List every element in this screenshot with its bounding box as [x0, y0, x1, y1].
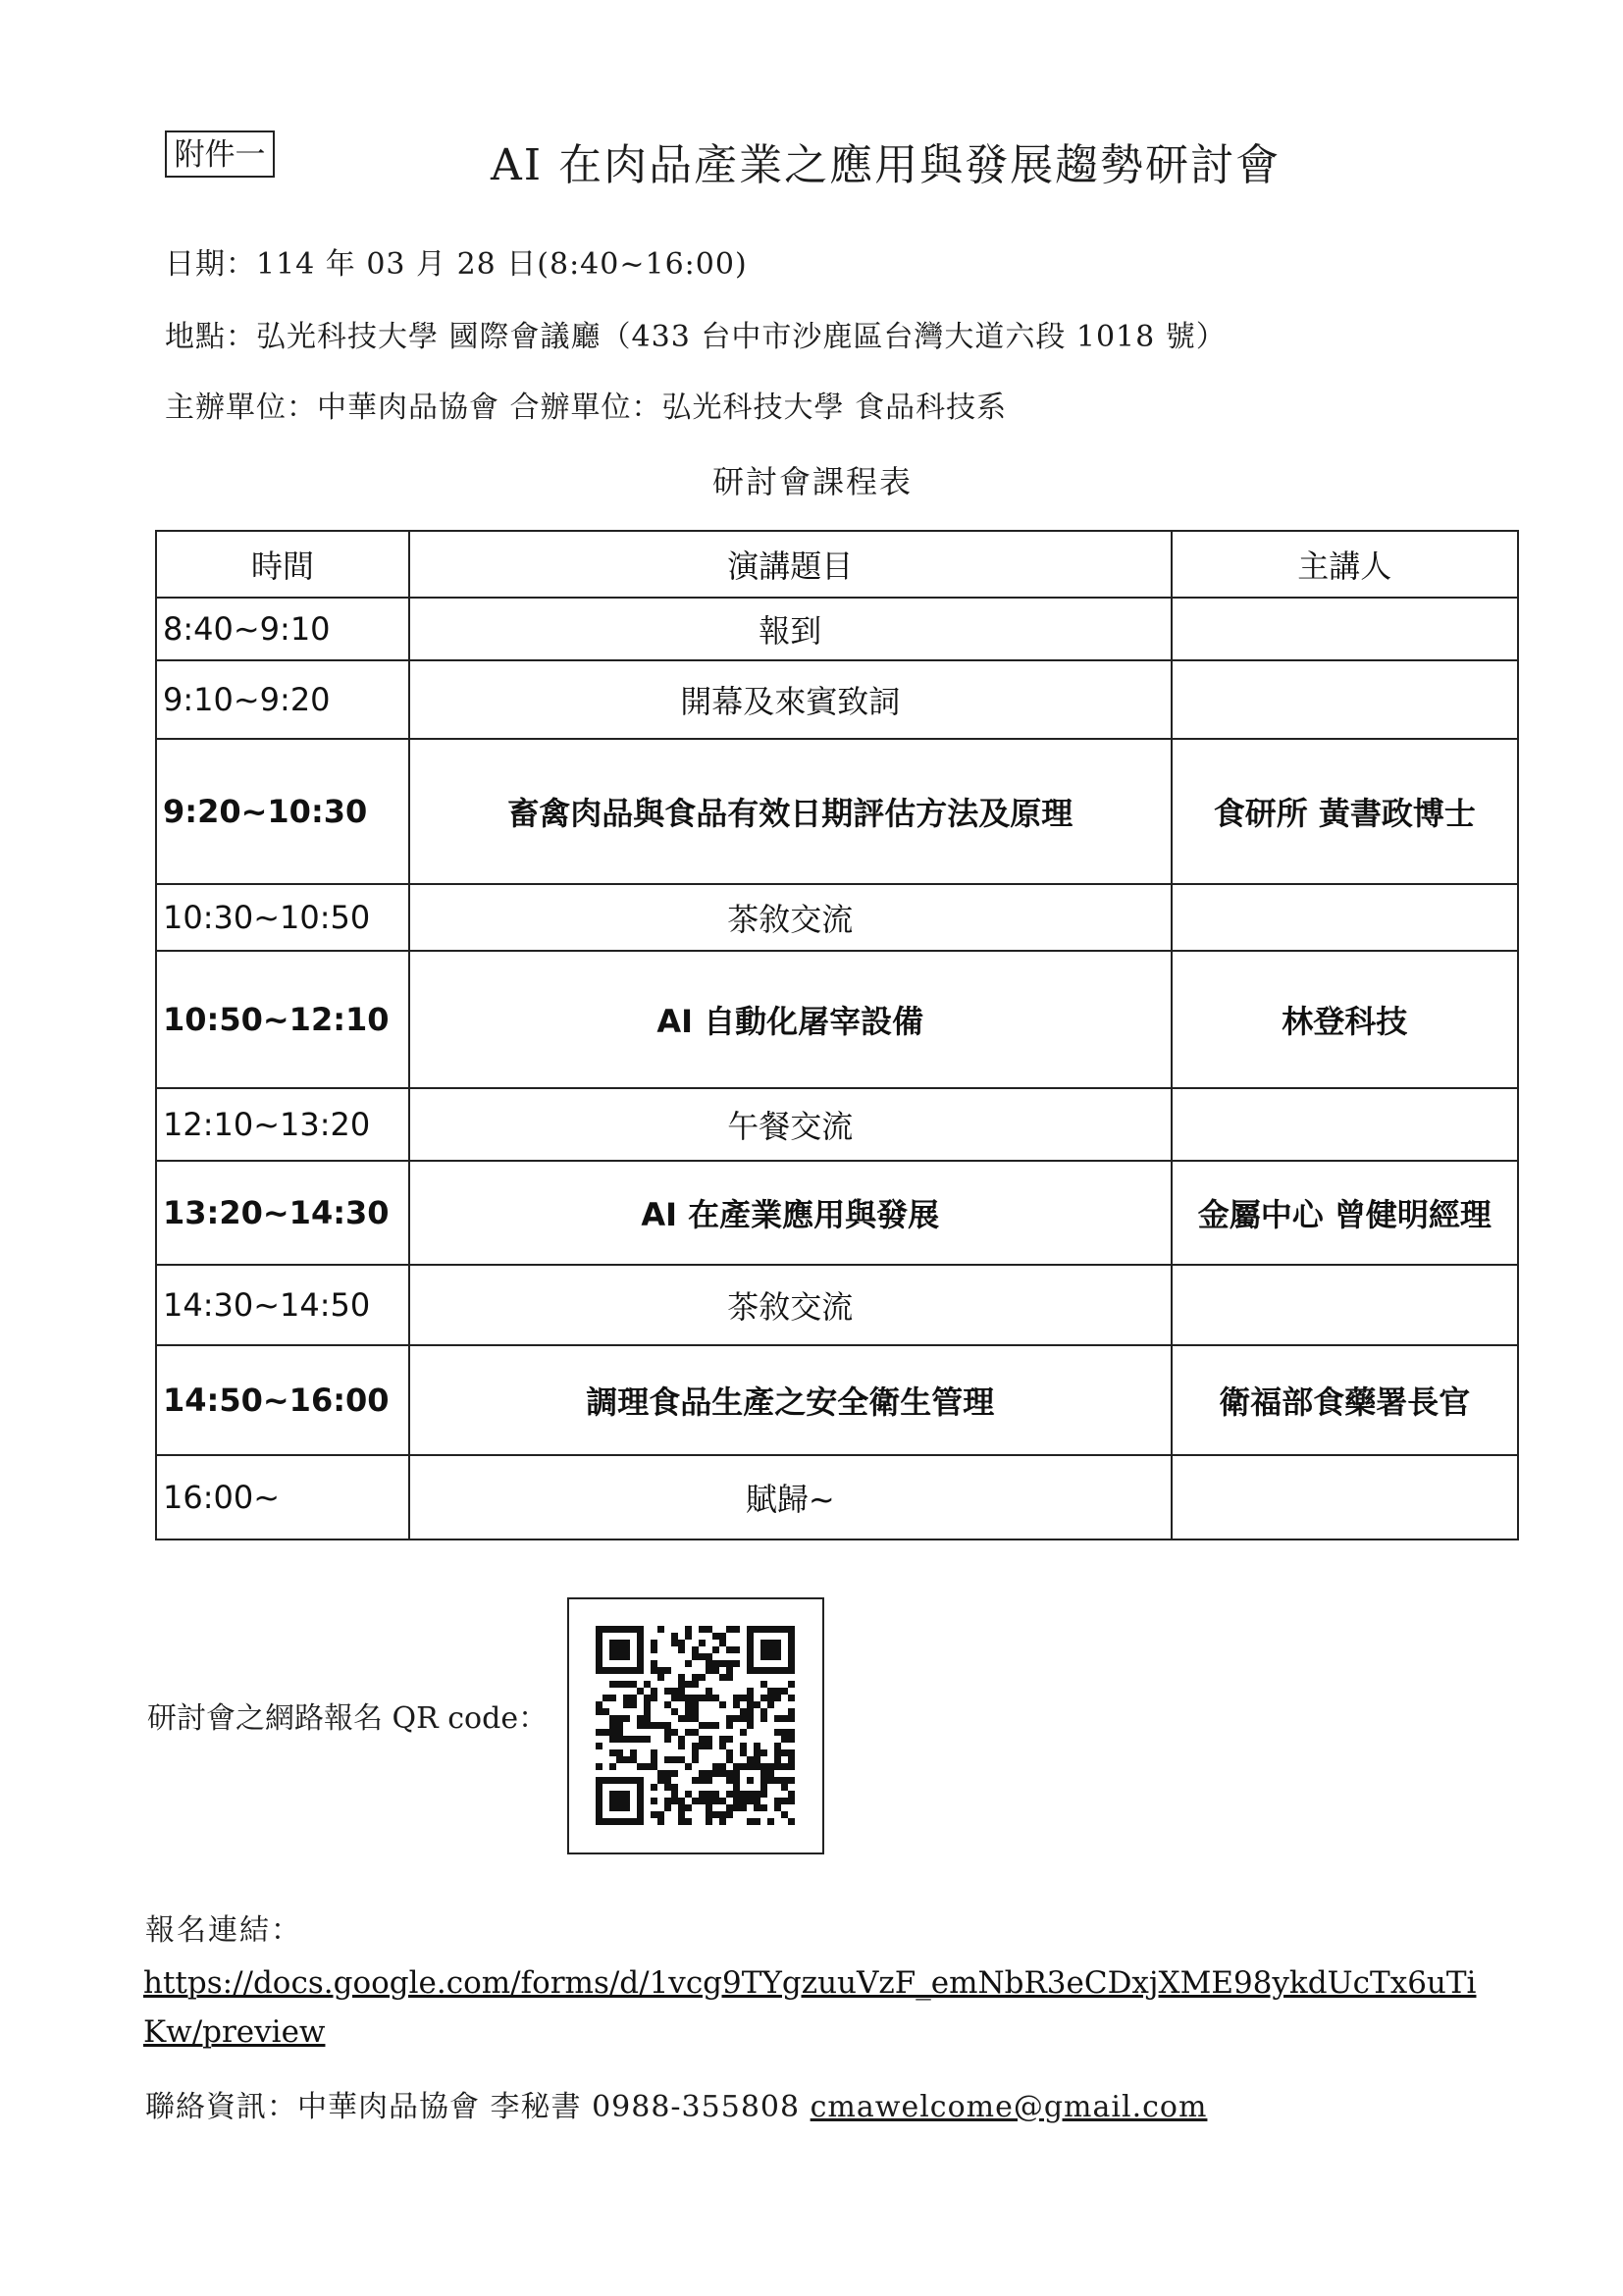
row-speaker: 食研所 黃書政博士	[1172, 739, 1518, 884]
row-speaker	[1172, 660, 1518, 739]
row-time: 14:50~16:00	[156, 1345, 409, 1455]
table-row	[156, 1265, 1518, 1345]
row-speaker	[1172, 1455, 1518, 1539]
registration-label: 報名連結：	[145, 1913, 302, 1948]
row-topic: 調理食品生產之安全衛生管理	[409, 1345, 1172, 1455]
row-topic: 畜禽肉品與食品有效日期評估方法及原理	[409, 739, 1172, 884]
row-topic: 開幕及來賓致詞	[409, 660, 1172, 739]
schedule-title: 研討會課程表	[712, 463, 914, 500]
table-row	[156, 660, 1518, 739]
event-date: 日期：114 年 03 月 28 日(8:40~16:00)	[165, 247, 748, 282]
row-speaker: 金屬中心 曾健明經理	[1172, 1161, 1518, 1265]
row-speaker	[1172, 1088, 1518, 1161]
row-topic: 午餐交流	[409, 1088, 1172, 1161]
table-row	[156, 951, 1518, 1088]
table-row	[156, 1088, 1518, 1161]
row-topic: AI 自動化屠宰設備	[409, 951, 1172, 1088]
table-row	[156, 598, 1518, 660]
row-topic: 賦歸~	[409, 1455, 1172, 1539]
header-speaker: 主講人	[1172, 531, 1518, 598]
row-topic: 茶敘交流	[409, 1265, 1172, 1345]
row-time: 8:40~9:10	[156, 598, 409, 660]
qr-code[interactable]	[567, 1597, 824, 1854]
table-row	[156, 739, 1518, 884]
table-row	[156, 884, 1518, 951]
contact-text: 聯絡資訊：中華肉品協會 李秘書 0988-355808	[145, 2090, 801, 2124]
row-speaker: 衛福部食藥署長官	[1172, 1345, 1518, 1455]
row-topic: 報到	[409, 598, 1172, 660]
row-time: 9:10~9:20	[156, 660, 409, 739]
row-time: 10:30~10:50	[156, 884, 409, 951]
row-topic: AI 在產業應用與發展	[409, 1161, 1172, 1265]
row-time: 14:30~14:50	[156, 1265, 409, 1345]
event-location: 地點：弘光科技大學 國際會議廳（433 台中市沙鹿區台灣大道六段 1018 號）	[165, 320, 1227, 354]
row-time: 12:10~13:20	[156, 1088, 409, 1161]
row-time: 13:20~14:30	[156, 1161, 409, 1265]
table-row	[156, 1455, 1518, 1539]
qr-code-icon	[569, 1599, 822, 1852]
row-time: 9:20~10:30	[156, 739, 409, 884]
contact-info	[145, 2082, 1207, 2125]
page-title: AI 在肉品產業之應用與發展趨勢研討會	[491, 140, 1282, 190]
contact-email[interactable]: cmawelcome@gmail.com	[810, 2090, 1208, 2124]
header-topic: 演講題目	[409, 531, 1172, 598]
row-speaker	[1172, 884, 1518, 951]
registration-link[interactable]: https://docs.google.com/forms/d/1vcg9TYgzuuVzF_emNbR3eCDxjXME98ykdUcTx6uTiKw/preview	[143, 1965, 1477, 2050]
qr-label: 研討會之網路報名 QR code：	[147, 1701, 549, 1736]
header-time: 時間	[156, 531, 409, 598]
table-row	[156, 1345, 1518, 1455]
row-time: 10:50~12:10	[156, 951, 409, 1088]
event-organizers: 主辦單位：中華肉品協會 合辦單位：弘光科技大學 食品科技系	[165, 391, 1008, 425]
row-speaker	[1172, 1265, 1518, 1345]
row-speaker	[1172, 598, 1518, 660]
attachment-label: 附件一	[165, 130, 275, 178]
schedule-table	[155, 530, 1519, 1540]
schedule-header-row	[156, 531, 1518, 598]
row-topic: 茶敘交流	[409, 884, 1172, 951]
row-speaker: 林登科技	[1172, 951, 1518, 1088]
table-row	[156, 1161, 1518, 1265]
row-time: 16:00~	[156, 1455, 409, 1539]
